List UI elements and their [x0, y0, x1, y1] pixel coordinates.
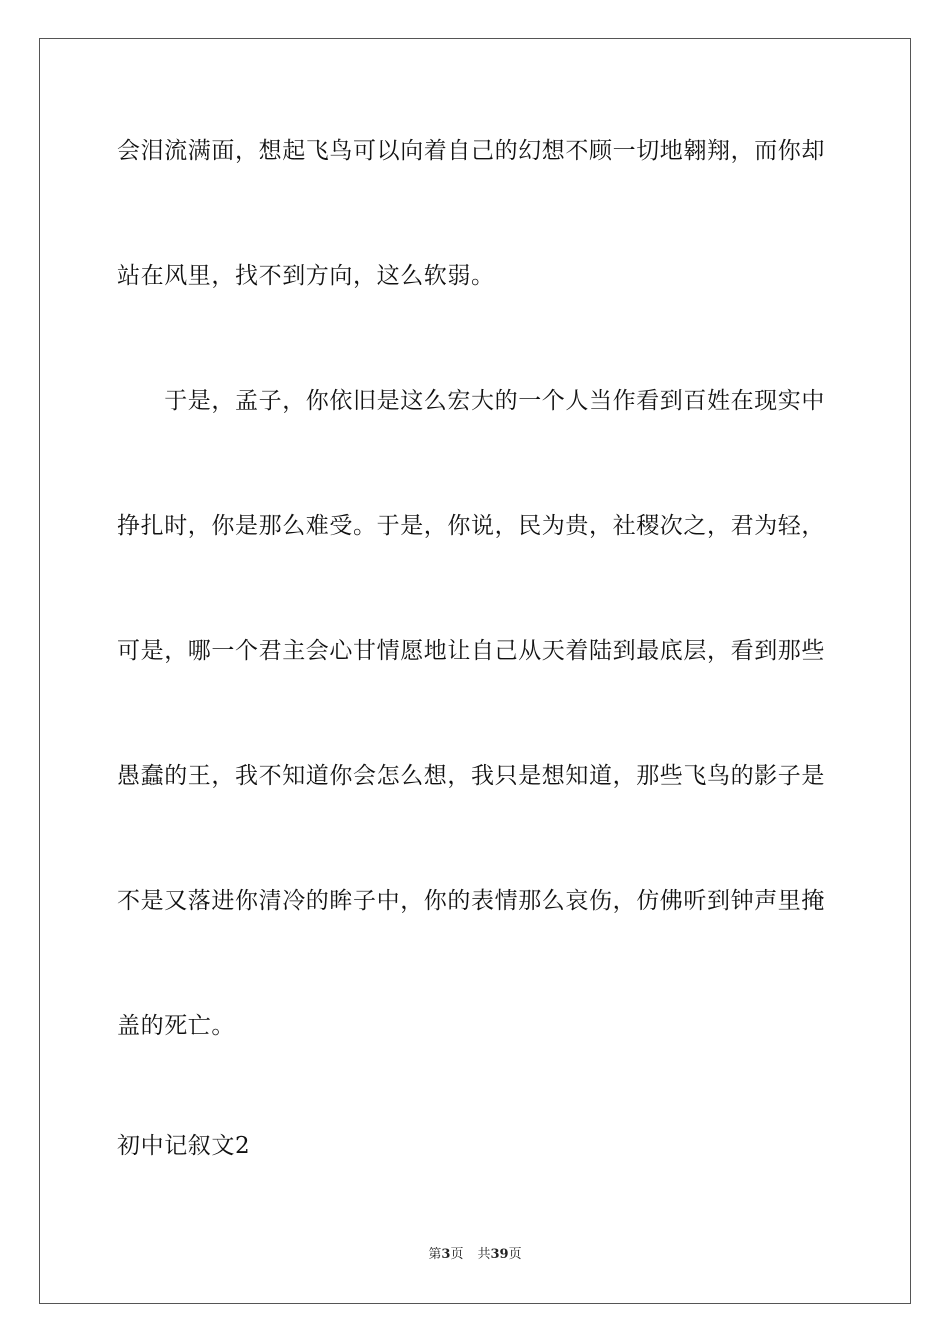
text-line-6: 愚蠢的王，我不知道你会怎么想，我只是想知道，那些飞鸟的影子是 — [117, 763, 825, 789]
text-line-2: 站在风里，找不到方向，这么软弱。 — [117, 263, 495, 289]
page-footer — [0, 1246, 950, 1264]
page-prefix: 第 — [428, 1247, 442, 1262]
page-border — [39, 38, 911, 1304]
page-number: 3 — [441, 1247, 451, 1262]
page-suffix: 页 — [450, 1247, 464, 1262]
text-line-3: 于是，孟子，你依旧是这么宏大的一个人当作看到百姓在现实中 — [117, 388, 825, 414]
text-line-5: 可是，哪一个君主会心甘情愿地让自己从天着陆到最底层，看到那些 — [117, 638, 825, 664]
text-line-1: 会泪流满面，想起飞鸟可以向着自己的幻想不顾一切地翱翔，而你却 — [117, 138, 825, 164]
text-line-8: 盖的死亡。 — [117, 1013, 235, 1039]
text-line-7: 不是又落进你清冷的眸子中，你的表情那么哀伤，仿佛听到钟声里掩 — [117, 888, 825, 914]
total-prefix: 共 — [477, 1247, 491, 1262]
section-heading: 初中记叙文2 — [117, 1133, 251, 1159]
total-suffix: 页 — [508, 1247, 522, 1262]
total-pages: 39 — [490, 1247, 509, 1262]
text-line-4: 挣扎时，你是那么难受。于是，你说，民为贵，社稷次之，君为轻， — [117, 513, 825, 539]
